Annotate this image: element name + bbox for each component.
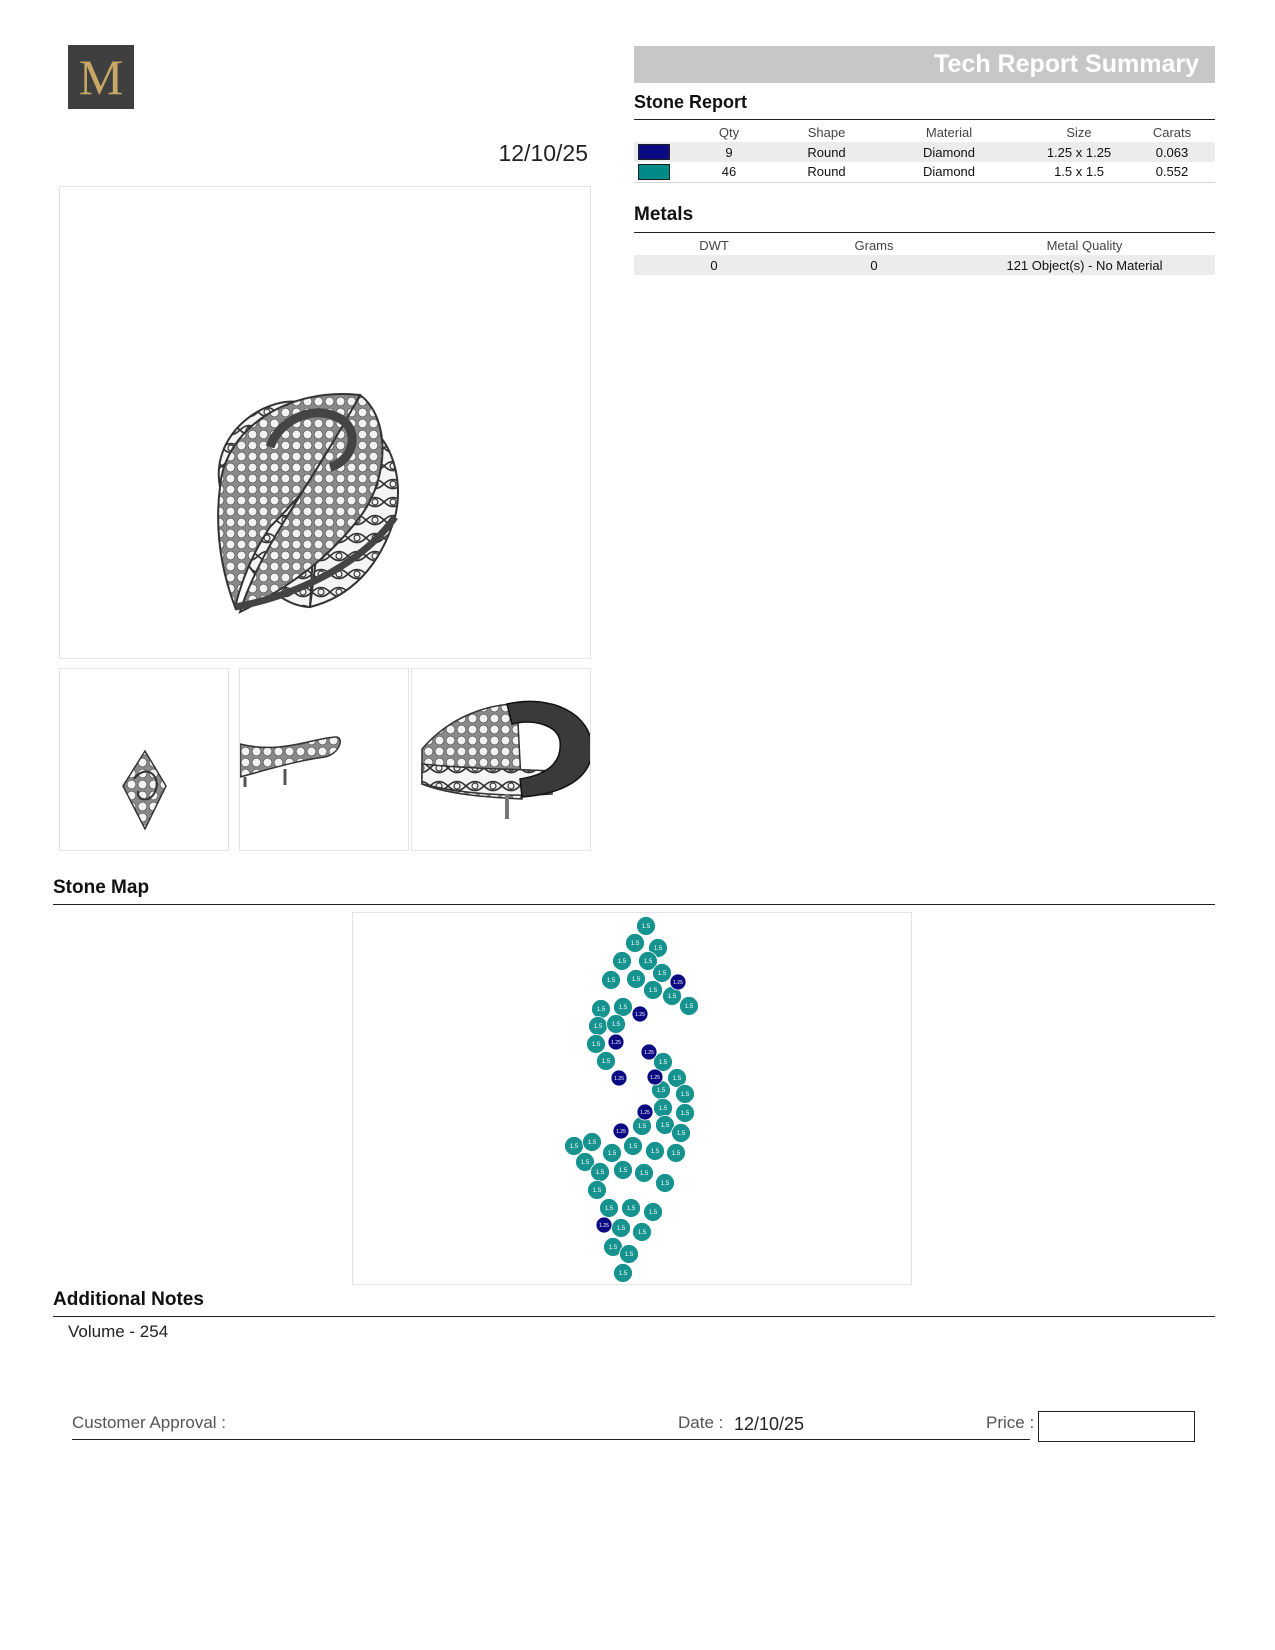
- stone-1-25-marker: [613, 1123, 629, 1139]
- column-header-grams: Grams: [854, 237, 894, 253]
- svg-text:1.5: 1.5: [658, 1106, 668, 1112]
- stone-1-5-marker: [614, 1264, 633, 1283]
- stone-1-5-marker: [588, 1181, 607, 1200]
- thumbnail-perspective-view: [411, 668, 591, 851]
- svg-text:1.5: 1.5: [616, 1226, 626, 1232]
- svg-text:1.25: 1.25: [644, 1050, 654, 1056]
- svg-text:1.25: 1.25: [640, 1110, 650, 1116]
- metal-quality: 121 Object(s) - No Material: [954, 255, 1215, 275]
- stone-map-diagram: [353, 913, 912, 1285]
- stone-report-heading: Stone Report: [634, 92, 748, 112]
- notes-text: Volume - 254: [68, 1322, 169, 1341]
- stone-report-header-row: [634, 122, 1215, 142]
- svg-text:1.5: 1.5: [676, 1131, 686, 1137]
- svg-text:1.5: 1.5: [601, 1059, 611, 1065]
- stone-size: 1.5 x 1.5: [1029, 162, 1129, 182]
- ring-side-thumbnail: [240, 669, 409, 851]
- svg-text:1.5: 1.5: [611, 1022, 621, 1028]
- stone-1-5-marker: [600, 1199, 619, 1218]
- stone-1-25-marker: [647, 1069, 663, 1085]
- svg-text:1.25: 1.25: [673, 980, 683, 986]
- svg-text:1.5: 1.5: [618, 1271, 628, 1277]
- svg-text:1.25: 1.25: [650, 1075, 660, 1081]
- main-ring-render: [59, 186, 591, 659]
- svg-text:1.5: 1.5: [680, 1111, 690, 1117]
- stone-1-5-marker: [656, 1174, 675, 1193]
- svg-text:1.5: 1.5: [650, 1149, 660, 1155]
- svg-text:1.5: 1.5: [648, 1210, 658, 1216]
- column-header-qty: Qty: [718, 124, 740, 140]
- stone-1-5-marker: [624, 1137, 643, 1156]
- stone-report-table: [634, 122, 1215, 183]
- stone-1-5-marker: [603, 1144, 622, 1163]
- svg-text:1.5: 1.5: [606, 978, 616, 984]
- svg-text:1.5: 1.5: [631, 977, 641, 983]
- svg-text:1.5: 1.5: [637, 1230, 647, 1236]
- stone-1-25-marker: [670, 974, 686, 990]
- stone-1-5-marker: [635, 1164, 654, 1183]
- stone-1-5-marker: [602, 971, 621, 990]
- stone-1-5-marker: [587, 1035, 606, 1054]
- svg-text:1.5: 1.5: [667, 994, 677, 1000]
- stone-report-rule: [634, 119, 1215, 120]
- stone-1-5-marker: [676, 1104, 695, 1123]
- stone-1-5-marker: [614, 1161, 633, 1180]
- notes-heading: Additional Notes: [53, 1289, 204, 1310]
- stone-1-5-marker: [637, 917, 656, 936]
- svg-text:1.5: 1.5: [660, 1181, 670, 1187]
- column-header-metal-quality: Metal Quality: [1046, 237, 1123, 253]
- customer-approval-label: Customer Approval :: [72, 1413, 227, 1432]
- ring-top-view-image: [60, 187, 591, 659]
- approval-date-value: 12/10/25: [734, 1414, 805, 1434]
- svg-text:1.5: 1.5: [653, 946, 663, 952]
- logo-letter: M: [78, 49, 124, 105]
- stone-1-5-marker: [626, 934, 645, 953]
- stone-map-frame: [352, 912, 912, 1285]
- stone-material: Diamond: [869, 162, 1029, 182]
- stone-1-5-marker: [680, 997, 699, 1016]
- stone-qty: 46: [674, 162, 784, 182]
- stone-size: 1.25 x 1.25: [1029, 142, 1129, 162]
- price-label: Price :: [986, 1413, 1035, 1432]
- svg-text:1.5: 1.5: [593, 1024, 603, 1030]
- stone-1-5-marker: [622, 1199, 641, 1218]
- stone-shape: Round: [784, 142, 869, 162]
- ring-perspective-thumbnail: [412, 669, 591, 851]
- ring-front-thumbnail: [60, 669, 229, 851]
- stone-1-5-marker: [644, 981, 663, 1000]
- stone-map-rule: [53, 904, 1215, 905]
- svg-text:1.5: 1.5: [591, 1042, 601, 1048]
- stone-carats: 0.063: [1129, 142, 1215, 162]
- metal-dwt: 0: [634, 255, 794, 275]
- stone-1-5-marker: [583, 1133, 602, 1152]
- stone-1-5-marker: [607, 1015, 626, 1034]
- report-title: Tech Report Summary: [634, 46, 1215, 83]
- stone-1-5-marker: [633, 1223, 652, 1242]
- stone-carats: 0.552: [1129, 162, 1215, 182]
- svg-text:1.5: 1.5: [680, 1092, 690, 1098]
- svg-text:1.5: 1.5: [595, 1170, 605, 1176]
- stone-1-5-marker: [627, 970, 646, 989]
- stone-1-5-marker: [644, 1203, 663, 1222]
- column-header-shape: Shape: [807, 124, 846, 140]
- swatch-column-header: [634, 122, 674, 142]
- svg-text:1.5: 1.5: [641, 924, 651, 930]
- stone-1-25-marker: [608, 1034, 624, 1050]
- column-header-dwt: DWT: [699, 237, 729, 253]
- stone-1-5-marker: [672, 1124, 691, 1143]
- svg-text:1.5: 1.5: [628, 1144, 638, 1150]
- stone-1-5-marker: [565, 1137, 584, 1156]
- svg-text:1.5: 1.5: [672, 1076, 682, 1082]
- svg-text:1.5: 1.5: [596, 1007, 606, 1013]
- stone-qty: 9: [674, 142, 784, 162]
- metals-header-row: [634, 235, 1215, 255]
- stone-color-swatch: [638, 164, 670, 180]
- stone-1-5-marker: [676, 1085, 695, 1104]
- stone-1-5-marker: [620, 1245, 639, 1264]
- company-logo: [68, 45, 134, 109]
- svg-text:1.5: 1.5: [656, 1088, 666, 1094]
- stone-1-25-marker: [632, 1006, 648, 1022]
- column-header-material: Material: [925, 124, 973, 140]
- svg-text:1.5: 1.5: [618, 1168, 628, 1174]
- metal-grams: 0: [794, 255, 954, 275]
- svg-text:1.5: 1.5: [618, 1005, 628, 1011]
- report-date: 12/10/25: [498, 140, 588, 166]
- svg-text:1.5: 1.5: [671, 1151, 681, 1157]
- stone-1-5-marker: [654, 1099, 673, 1118]
- svg-text:1.5: 1.5: [684, 1004, 694, 1010]
- stone-1-5-marker: [592, 1000, 611, 1019]
- svg-text:1.5: 1.5: [607, 1151, 617, 1157]
- svg-text:1.5: 1.5: [657, 971, 667, 977]
- stone-color-swatch: [638, 144, 670, 160]
- svg-text:1.5: 1.5: [624, 1252, 634, 1258]
- svg-text:1.5: 1.5: [648, 988, 658, 994]
- svg-text:1.5: 1.5: [608, 1245, 618, 1251]
- stone-1-5-marker: [591, 1163, 610, 1182]
- stone-1-25-marker: [596, 1217, 612, 1233]
- table-row: [634, 142, 1215, 162]
- svg-text:1.5: 1.5: [587, 1140, 597, 1146]
- stone-material: Diamond: [869, 142, 1029, 162]
- svg-text:1.5: 1.5: [626, 1206, 636, 1212]
- svg-text:1.5: 1.5: [580, 1160, 590, 1166]
- metals-table: [634, 235, 1215, 275]
- svg-text:1.5: 1.5: [639, 1171, 649, 1177]
- svg-text:1.25: 1.25: [614, 1076, 624, 1082]
- metals-heading: Metals: [634, 204, 694, 225]
- svg-text:1.5: 1.5: [658, 1060, 668, 1066]
- stone-1-25-marker: [641, 1044, 657, 1060]
- stone-1-25-marker: [611, 1070, 627, 1086]
- column-header-size: Size: [1066, 124, 1092, 140]
- column-header-carats: Carats: [1152, 124, 1192, 140]
- table-row: [634, 162, 1215, 182]
- stone-map-heading: Stone Map: [53, 877, 150, 898]
- svg-text:1.5: 1.5: [569, 1144, 579, 1150]
- svg-text:1.5: 1.5: [617, 959, 627, 965]
- price-input-box[interactable]: [1038, 1411, 1195, 1442]
- stone-shape: Round: [784, 162, 869, 182]
- stone-1-5-marker: [597, 1052, 616, 1071]
- notes-rule: [53, 1316, 1215, 1317]
- svg-text:1.25: 1.25: [616, 1129, 626, 1135]
- stone-1-25-marker: [637, 1104, 653, 1120]
- svg-text:1.25: 1.25: [599, 1223, 609, 1229]
- svg-text:1.5: 1.5: [660, 1123, 670, 1129]
- svg-text:1.5: 1.5: [630, 941, 640, 947]
- svg-text:1.25: 1.25: [635, 1012, 645, 1018]
- approval-date-label: Date :: [678, 1413, 724, 1432]
- svg-text:1.25: 1.25: [611, 1040, 621, 1046]
- svg-text:1.5: 1.5: [637, 1124, 647, 1130]
- svg-text:1.5: 1.5: [643, 959, 653, 965]
- thumbnail-front-view: [59, 668, 229, 851]
- stone-1-5-marker: [613, 952, 632, 971]
- approval-signature-line[interactable]: [72, 1439, 1030, 1440]
- stone-1-5-marker: [653, 964, 672, 983]
- svg-text:1.5: 1.5: [604, 1206, 614, 1212]
- thumbnail-side-view: [239, 668, 409, 851]
- stone-1-5-marker: [589, 1017, 608, 1036]
- stone-1-5-marker: [646, 1142, 665, 1161]
- table-row: [634, 255, 1215, 275]
- svg-text:1.5: 1.5: [592, 1188, 602, 1194]
- stone-1-5-marker: [612, 1219, 631, 1238]
- metals-rule: [634, 232, 1215, 233]
- stone-1-5-marker: [667, 1144, 686, 1163]
- stone-1-5-marker: [614, 998, 633, 1017]
